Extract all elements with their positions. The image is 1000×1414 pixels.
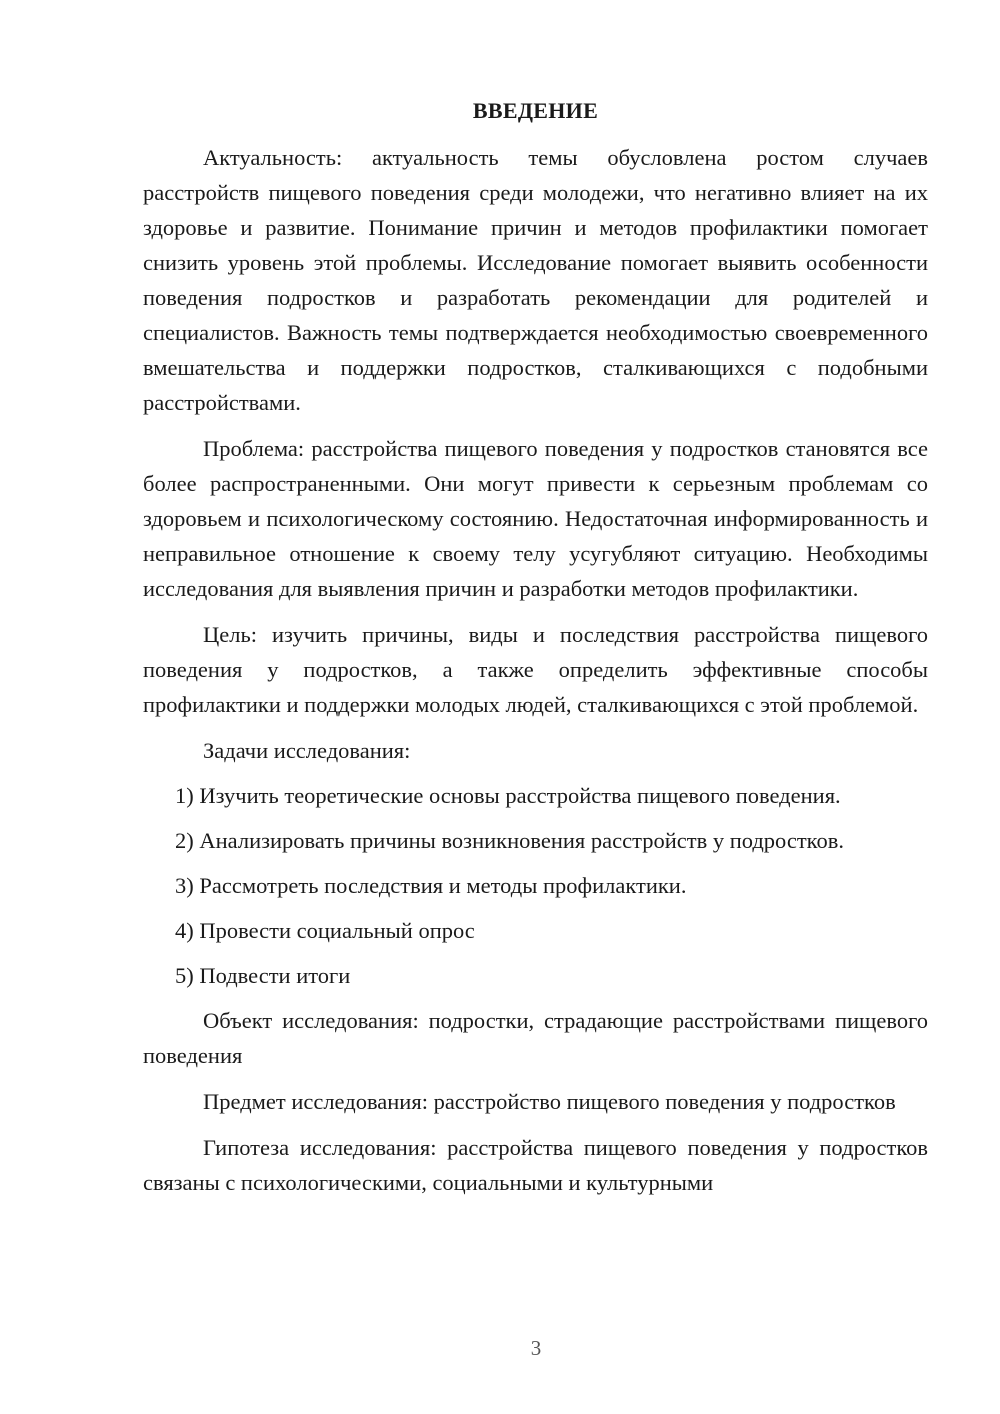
task-item: 2) Анализировать причины возникновения расстройств у подростков. — [175, 828, 844, 853]
subject-paragraph: Предмет исследования: расстройство пищевого поведения у подростков — [203, 1089, 896, 1114]
section-heading: ВВЕДЕНИЕ — [472, 98, 599, 123]
relevance-paragraph: Актуальность: актуальность темы обусловлена ростом случаев расстройств пищевого поведения среди молодежи, что негативно влияет на их здоровье и развитие. Понимание причин и методов профилактики помогает снизить уровень этой проблемы. Исследование помогает выявить особенности поведения подростков и разработать рекомендации для родителей и специалистов. Важность темы подтверждается необходимостью своевременного вмешательства и поддержки подростков, сталкивающихся с подобными расстройствами. — [143, 145, 928, 415]
task-item: 1) Изучить теоретические основы расстройства пищевого поведения. — [175, 783, 841, 808]
page-content — [143, 96, 928, 1200]
object-paragraph: Объект исследования: подростки, страдающие расстройствами пищевого поведения — [143, 1008, 928, 1068]
tasks-label: Задачи исследования: — [203, 738, 411, 763]
task-item: 3) Рассмотреть последствия и методы профилактики. — [175, 873, 687, 898]
problem-paragraph: Проблема: расстройства пищевого поведения у подростков становятся все более распространенными. Они могут привести к серьезным проблемам со здоровьем и психологическому состоянию. Недостаточная информированность и неправильное отношение к своему телу усугубляют ситуацию. Необходимы исследования для выявления причин и разработки методов профилактики. — [143, 436, 928, 601]
task-item: 5) Подвести итоги — [175, 963, 351, 988]
hypothesis-paragraph: Гипотеза исследования: расстройства пищевого поведения у подростков связаны с психологическими, социальными и культурными — [143, 1135, 928, 1195]
task-item: 4) Провести социальный опрос — [175, 918, 475, 943]
goal-paragraph: Цель: изучить причины, виды и последствия расстройства пищевого поведения у подростков, а также определить эффективные способы профилактики и поддержки молодых людей, сталкивающихся с этой проблемой. — [143, 622, 928, 717]
page-number: 3 — [530, 1336, 542, 1360]
